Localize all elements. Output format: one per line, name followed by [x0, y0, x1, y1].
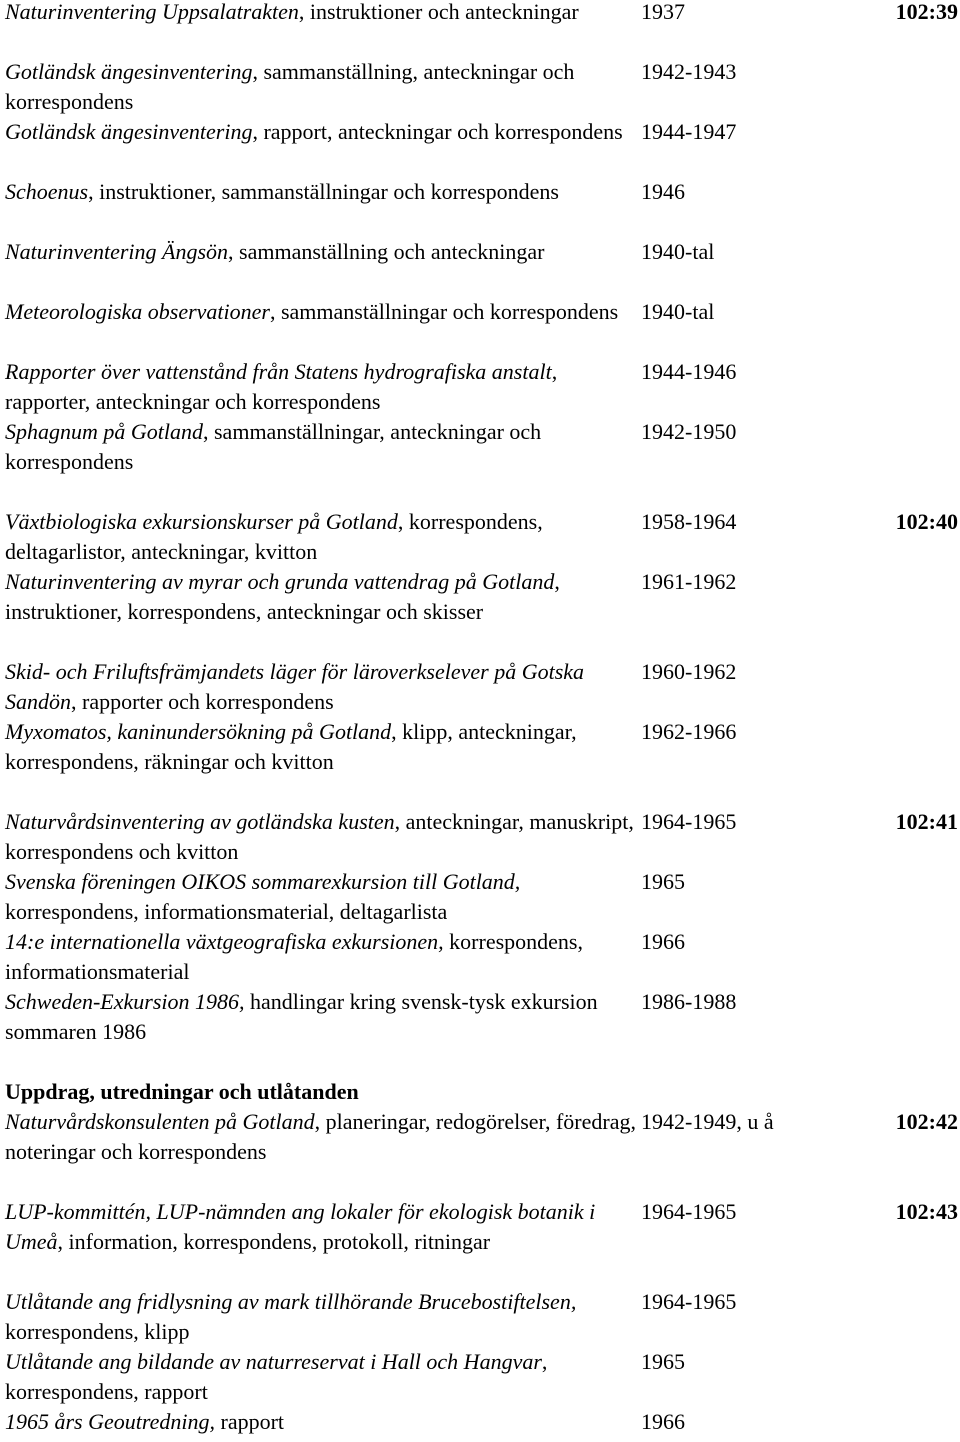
volume-number: 102:40: [895, 509, 958, 534]
entry-description: [5, 357, 637, 417]
entry-description: [5, 117, 637, 177]
entry-title: Rapporter över vattenstånd från Statens hydrografiska anstalt: [5, 359, 552, 384]
entry-details: , rapporter, anteckningar och korrespondens: [5, 359, 558, 414]
entry-description: [5, 717, 637, 777]
entry-date: 1962-1966: [641, 719, 737, 744]
entry-title: Växtbiologiska exkursionskurser på Gotland: [5, 509, 398, 534]
entry-description: [5, 987, 637, 1047]
inventory-entry: [5, 807, 960, 867]
entry-details: , planeringar, redogörelser, föredrag, noteringar och korrespondens: [5, 1109, 636, 1164]
section-spacer: [5, 477, 960, 507]
entry-details: , korrespondens, rapport: [5, 1349, 548, 1404]
entry-description: [5, 57, 637, 117]
entry-description: [5, 1407, 637, 1437]
entry-date: 1986-1988: [641, 989, 737, 1014]
entry-date: 1946: [641, 179, 685, 204]
entry-date: 1958-1964: [641, 509, 737, 534]
entry-date: 1940-tal: [641, 299, 715, 324]
entry-description: [5, 1197, 637, 1287]
entry-details: korrespondens, informationsmaterial, deltagarlista: [5, 899, 448, 924]
entry-description: [5, 417, 637, 477]
entry-title: Sphagnum på Gotland: [5, 419, 203, 444]
inventory-entry: [5, 657, 960, 717]
entry-date: 1942-1949, u å: [641, 1109, 774, 1134]
entry-title: Naturinventering Uppsalatrakten: [5, 0, 299, 24]
entry-description: [5, 567, 637, 657]
volume-number: 102:42: [895, 1109, 958, 1134]
entry-title: Utlåtande ang bildande av naturreservat i Hall och Hangvar: [5, 1349, 542, 1374]
inventory-entry: [5, 507, 960, 567]
entry-title: Svenska föreningen OIKOS sommarexkursion till Gotland,: [5, 869, 521, 894]
inventory-entry: [5, 567, 960, 657]
entry-description: [5, 237, 637, 297]
section-heading: Uppdrag, utredningar och utlåtanden: [5, 1079, 359, 1104]
inventory-entry: [5, 177, 960, 237]
entry-title: Naturvårdsinventering av gotländska kusten: [5, 809, 395, 834]
entry-description: [5, 177, 637, 237]
inventory-entry: [5, 1287, 960, 1347]
inventory-entry: [5, 297, 960, 357]
entry-date: 1966: [641, 1409, 685, 1434]
entry-date: 1942-1950: [641, 419, 737, 444]
entry-date: 1964-1965: [641, 809, 737, 834]
entry-title: 1965 års Geoutredning,: [5, 1409, 216, 1434]
entry-date: 1965: [641, 869, 685, 894]
entry-date: 1937: [641, 0, 685, 24]
entry-description: [5, 297, 637, 357]
entry-title: Naturinventering Ängsön: [5, 239, 229, 264]
entry-description: [5, 927, 637, 987]
section-spacer: [5, 1047, 960, 1077]
inventory-entry: [5, 927, 960, 987]
entry-date: 1964-1965: [641, 1289, 737, 1314]
entry-description: [5, 1107, 637, 1167]
entry-details: rapport: [215, 1409, 285, 1434]
entry-title: Utlåtande ang fridlysning av mark tillhörande Brucebostiftelsen,: [5, 1289, 577, 1314]
volume-number: 102:41: [895, 809, 958, 834]
entry-date: 1965: [641, 1349, 685, 1374]
entry-title: Naturinventering av myrar och grunda vattendrag på Gotland: [5, 569, 555, 594]
entry-title: Naturvårdskonsulenten på Gotland: [5, 1109, 315, 1134]
inventory-entry: [5, 237, 960, 297]
volume-number: 102:43: [895, 1199, 958, 1224]
entry-date: 1960-1962: [641, 659, 737, 684]
entry-date: 1964-1965: [641, 1199, 737, 1224]
entry-details: , instruktioner, sammanställningar och korrespondens: [88, 179, 559, 204]
section-spacer: [5, 1167, 960, 1197]
entry-title: Gotländsk ängesinventering: [5, 119, 253, 144]
volume-number: 102:39: [895, 0, 958, 24]
entry-description: [5, 657, 637, 717]
entry-details: , anteckningar, manuskript, korrespondens och kvitton: [5, 809, 634, 864]
inventory-entry: [5, 1347, 960, 1407]
entry-title: Meteorologiska observationer: [5, 299, 270, 324]
entry-details: , instruktioner och anteckningar: [298, 0, 579, 24]
entry-date: 1966: [641, 929, 685, 954]
entry-description: [5, 507, 637, 567]
entry-date: 1944-1946: [641, 359, 737, 384]
inventory-entry: [5, 1197, 960, 1287]
entry-description: [5, 1287, 637, 1347]
entry-title: Schweden-Exkursion 1986,: [5, 989, 245, 1014]
inventory-entry: [5, 117, 960, 177]
entry-details: handlingar kring svensk-tysk exkursion sommaren 1986: [5, 989, 598, 1044]
entry-details: korrespondens, informationsmaterial: [5, 929, 583, 984]
archive-inventory: [5, 0, 960, 1437]
entry-description: [5, 1347, 637, 1407]
inventory-entry: [5, 417, 960, 477]
entry-description: [5, 0, 637, 57]
entry-date: 1942-1943: [641, 59, 737, 84]
entry-title: Myxomatos, kaninundersökning på Gotland: [5, 719, 392, 744]
entry-details: , information, korrespondens, protokoll, ritningar: [57, 1229, 491, 1254]
entry-title: Schoenus: [5, 179, 89, 204]
section-spacer: [5, 777, 960, 807]
entry-date: 1944-1947: [641, 119, 737, 144]
inventory-entry: [5, 717, 960, 777]
inventory-entry: [5, 987, 960, 1047]
inventory-entry: [5, 867, 960, 927]
entry-details: , rapport, anteckningar och korrespondens: [252, 119, 623, 144]
entry-details: korrespondens, klipp: [5, 1319, 190, 1344]
entry-title: Gotländsk ängesinventering: [5, 59, 253, 84]
inventory-entry: [5, 357, 960, 417]
inventory-entry: [5, 1107, 960, 1167]
entry-title: Skid- och Friluftsfrämjandets läger för läroverkselever på Gotska Sandön: [5, 659, 585, 714]
entry-date: 1940-tal: [641, 239, 715, 264]
entry-details: , sammanställningar och korrespondens: [269, 299, 619, 324]
entry-title: LUP-kommittén, LUP-nämnden ang lokaler för ekologisk botanik i Umeå: [5, 1199, 596, 1254]
entry-date: 1961-1962: [641, 569, 737, 594]
entry-details: , sammanställningar, anteckningar och korrespondens: [5, 419, 542, 474]
entry-details: , klipp, anteckningar, korrespondens, räkningar och kvitton: [5, 719, 577, 774]
inventory-entry: [5, 57, 960, 117]
entry-details: , sammanställning, anteckningar och korrespondens: [5, 59, 575, 114]
entry-title: 14:e internationella växtgeografiska exkursionen,: [5, 929, 444, 954]
entry-details: , korrespondens, deltagarlistor, anteckningar, kvitton: [5, 509, 543, 564]
entry-details: , sammanställning och anteckningar: [228, 239, 545, 264]
entry-details: , rapporter och korrespondens: [71, 689, 334, 714]
entry-description: [5, 807, 637, 867]
inventory-entry: [5, 0, 960, 57]
entry-description: [5, 867, 637, 927]
inventory-entry: [5, 1407, 960, 1437]
entry-details: , instruktioner, korrespondens, anteckningar och skisser: [5, 569, 560, 624]
